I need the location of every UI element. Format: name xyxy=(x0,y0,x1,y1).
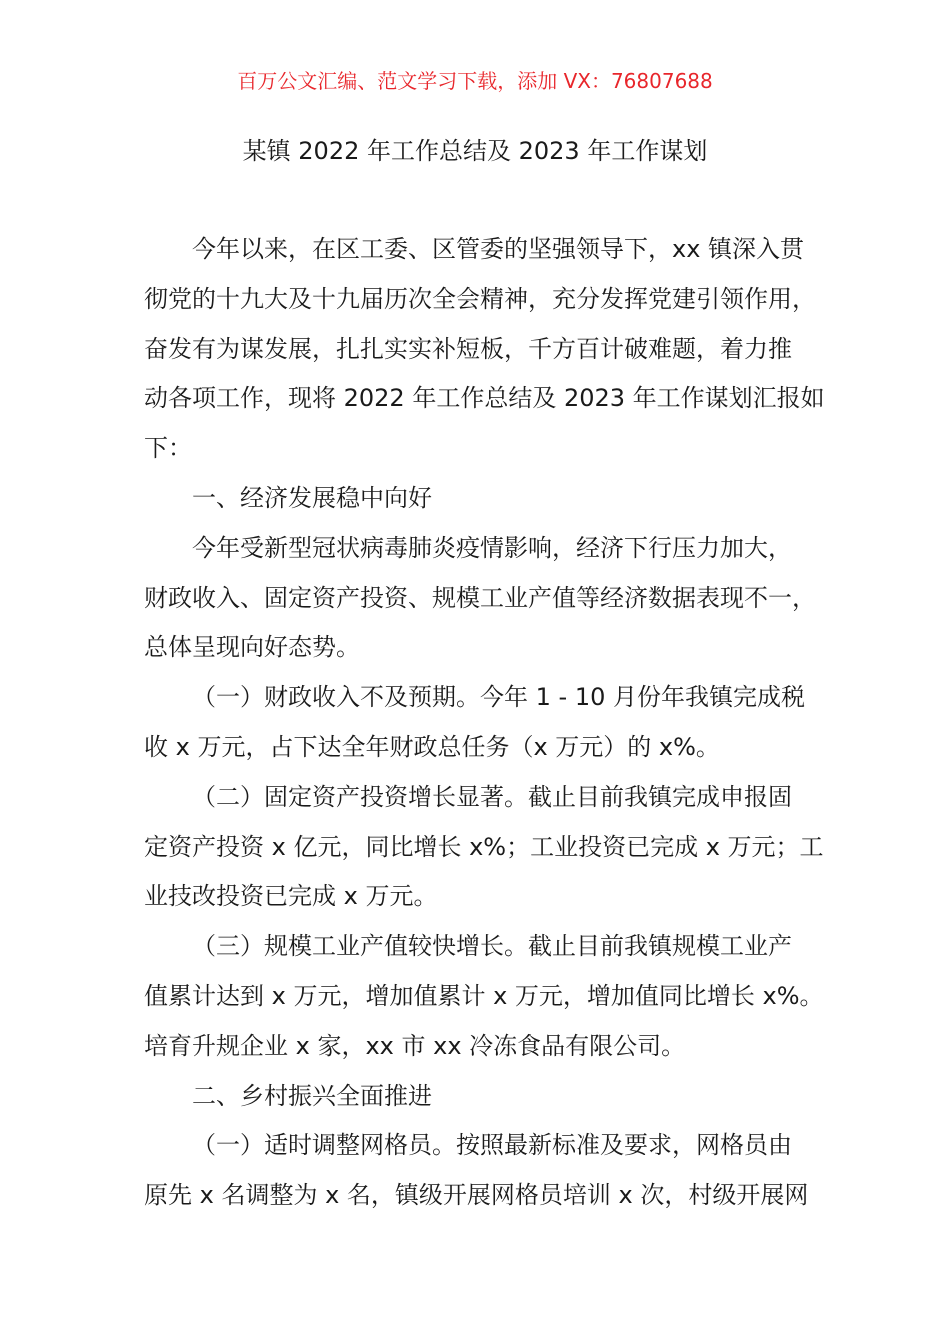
text-line: 定资产投资 x 亿元，同比增长 x%；工业投资已完成 x 万元；工 xyxy=(144,832,824,861)
document-title: 某镇 2022 年工作总结及 2023 年工作谋划 xyxy=(242,137,708,165)
text-line: 动各项工作，现将 2022 年工作总结及 2023 年工作谋划汇报如 xyxy=(144,384,825,413)
text-line: 彻党的十九大及十九届历次全会精神，充分发挥党建引领作用， xyxy=(144,284,816,313)
text-line: 原先 x 名调整为 x 名，镇级开展网格员培训 x 次，村级开展网 xyxy=(144,1181,809,1210)
text-line: 下： xyxy=(144,434,192,463)
document-body xyxy=(144,225,844,1221)
text-line: 值累计达到 x 万元，增加值累计 x 万元，增加值同比增长 x%。 xyxy=(144,981,824,1010)
text-line: 财政收入、固定资产投资、规模工业产值等经济数据表现不一， xyxy=(144,583,816,612)
text-line: 培育升规企业 x 家，xx 市 xx 冷冻食品有限公司。 xyxy=(144,1031,686,1060)
text-line: 二、乡村振兴全面推进 xyxy=(192,1081,432,1110)
text-line: 一、经济发展稳中向好 xyxy=(192,483,432,512)
text-line: 今年受新型冠状病毒肺炎疫情影响，经济下行压力加大， xyxy=(192,533,792,562)
text-line: 今年以来，在区工委、区管委的坚强领导下，xx 镇深入贯 xyxy=(192,235,805,263)
text-line: （一）适时调整网格员。按照最新标准及要求，网格员由 xyxy=(192,1131,792,1160)
text-line: 业技改投资已完成 x 万元。 xyxy=(144,882,438,911)
text-line: （一）财政收入不及预期。今年 1 - 10 月份年我镇完成税 xyxy=(192,683,805,712)
text-line: 总体呈现向好态势。 xyxy=(144,633,360,662)
watermark-banner: 百万公文汇编、范文学习下载，添加 VX：76807688 xyxy=(237,69,713,93)
text-line: （二）固定资产投资增长显著。截止目前我镇完成申报固 xyxy=(192,782,792,811)
text-line: 收 x 万元，占下达全年财政总任务（x 万元）的 x%。 xyxy=(144,732,720,761)
text-line: 奋发有为谋发展，扎扎实实补短板，千方百计破难题，着力推 xyxy=(144,334,792,363)
text-line: （三）规模工业产值较快增长。截止目前我镇规模工业产 xyxy=(192,932,792,961)
